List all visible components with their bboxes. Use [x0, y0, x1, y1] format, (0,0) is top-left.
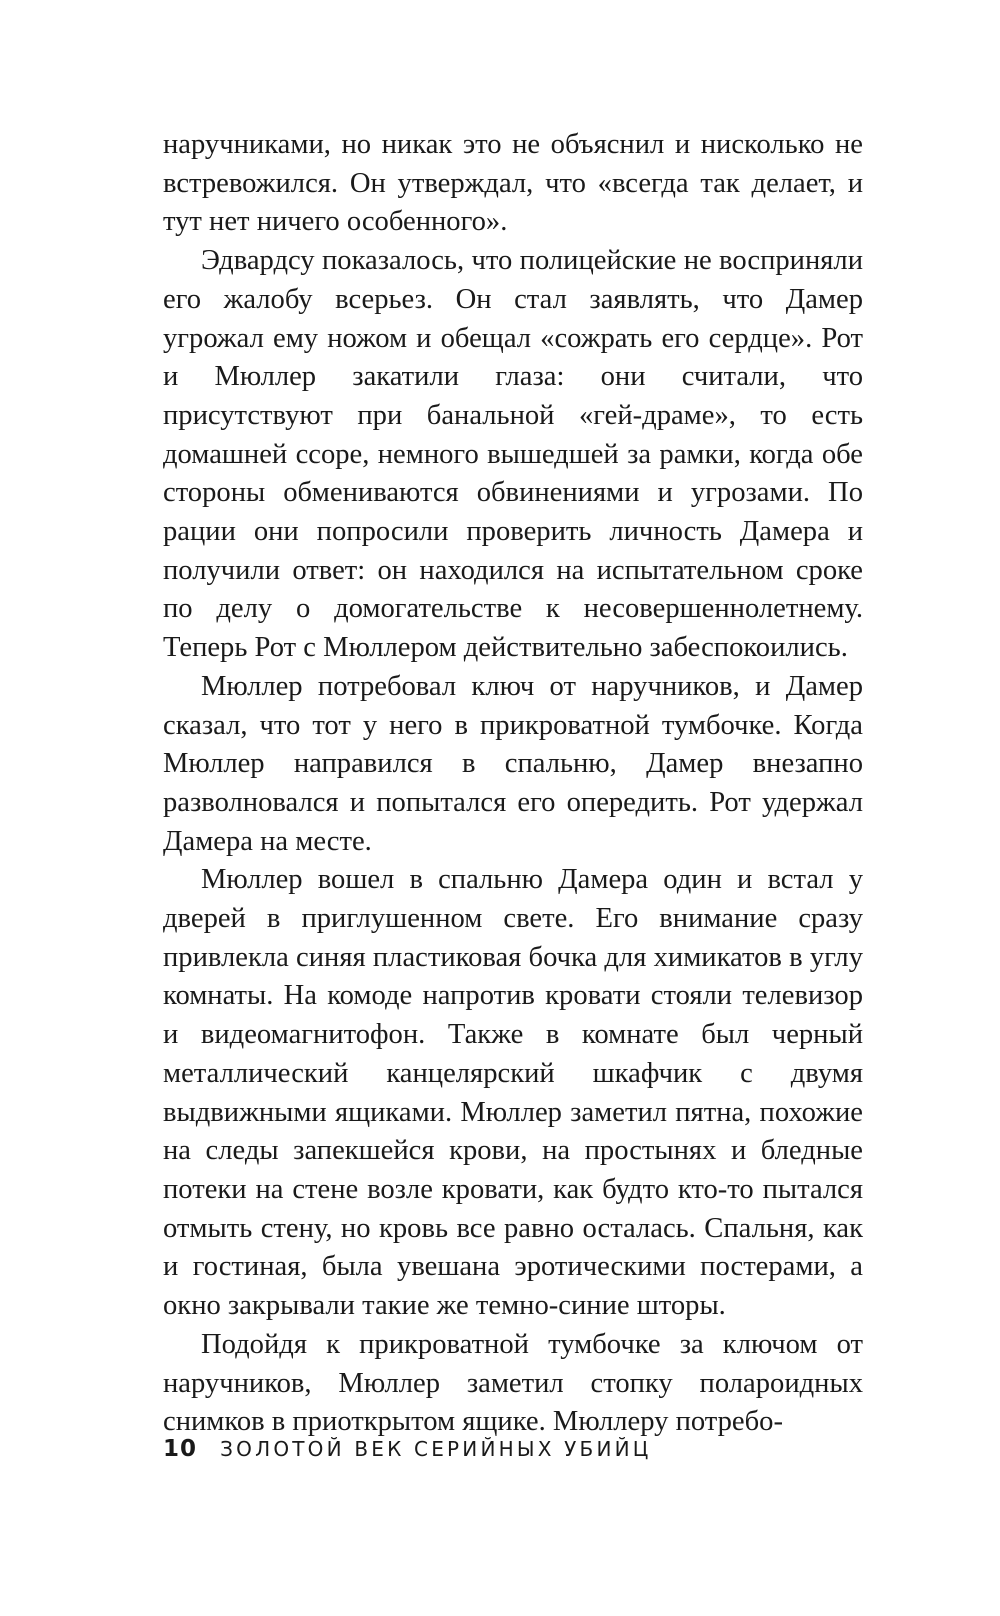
paragraph: Мюллер вошел в спальню Дамера один и встал у дверей в приглушенном свете. Его внимание сразу привлекла синяя пластиковая бочка для химикатов в углу комнаты. На комоде напротив кровати стояли телевизор и видеомагнитофон. Также в комнате был черный металлический канцелярский шкафчик с двумя выдвижными ящиками. Мюллер заметил пятна, похожие на следы запекшейся крови, на простынях и бледные потеки на стене возле кровати, как будто кто-то пытался отмыть стену, но кровь все равно осталась. Спальня, как и гостиная, была увешана эротическими постерами, а окно закрывали такие же темно-синие шторы. — [163, 864, 863, 1322]
page-number: 10 — [163, 1436, 198, 1462]
paragraph: Мюллер потребовал ключ от наручников, и Дамер сказал, что тот у него в прикроватной тумбочке. Когда Мюллер направился в спальню, Дамер внезапно разволновался и попытался его опередить. Рот удержал Дамера на месте. — [163, 670, 863, 857]
paragraph: Эдвардсу показалось, что полицейские не восприняли его жалобу всерьез. Он стал заявлять, что Дамер угрожал ему ножом и обещал «сожрать его сердце». Рот и Мюллер закатили глаза: они считали, что присутствуют при банальной «гей-драме», то есть домашней ссоре, немного вышедшей за рамки, когда обе стороны обмениваются обвинениями и угрозами. По рации они попросили проверить личность Дамера и получили ответ: он находился на испытательном сроке по делу о домогательстве к несовершеннолетнему. Теперь Рот с Мюллером действительно забеспокоились. — [163, 245, 863, 664]
paragraph: Подойдя к прикроватной тумбочке за ключом от наручников, Мюллер заметил стопку полароидных снимков в приоткрытом ящике. Мюллеру потребо- — [163, 1328, 863, 1438]
paragraph-continued: наручниками, но никак это не объяснил и нисколько не встревожился. Он утверждал, что «всегда так делает, и тут нет ничего особенного». — [163, 129, 863, 238]
running-title: ЗОЛОТОЙ ВЕК СЕРИЙНЫХ УБИЙЦ — [220, 1437, 652, 1461]
body-text — [163, 126, 863, 1442]
page-footer — [163, 1436, 652, 1462]
